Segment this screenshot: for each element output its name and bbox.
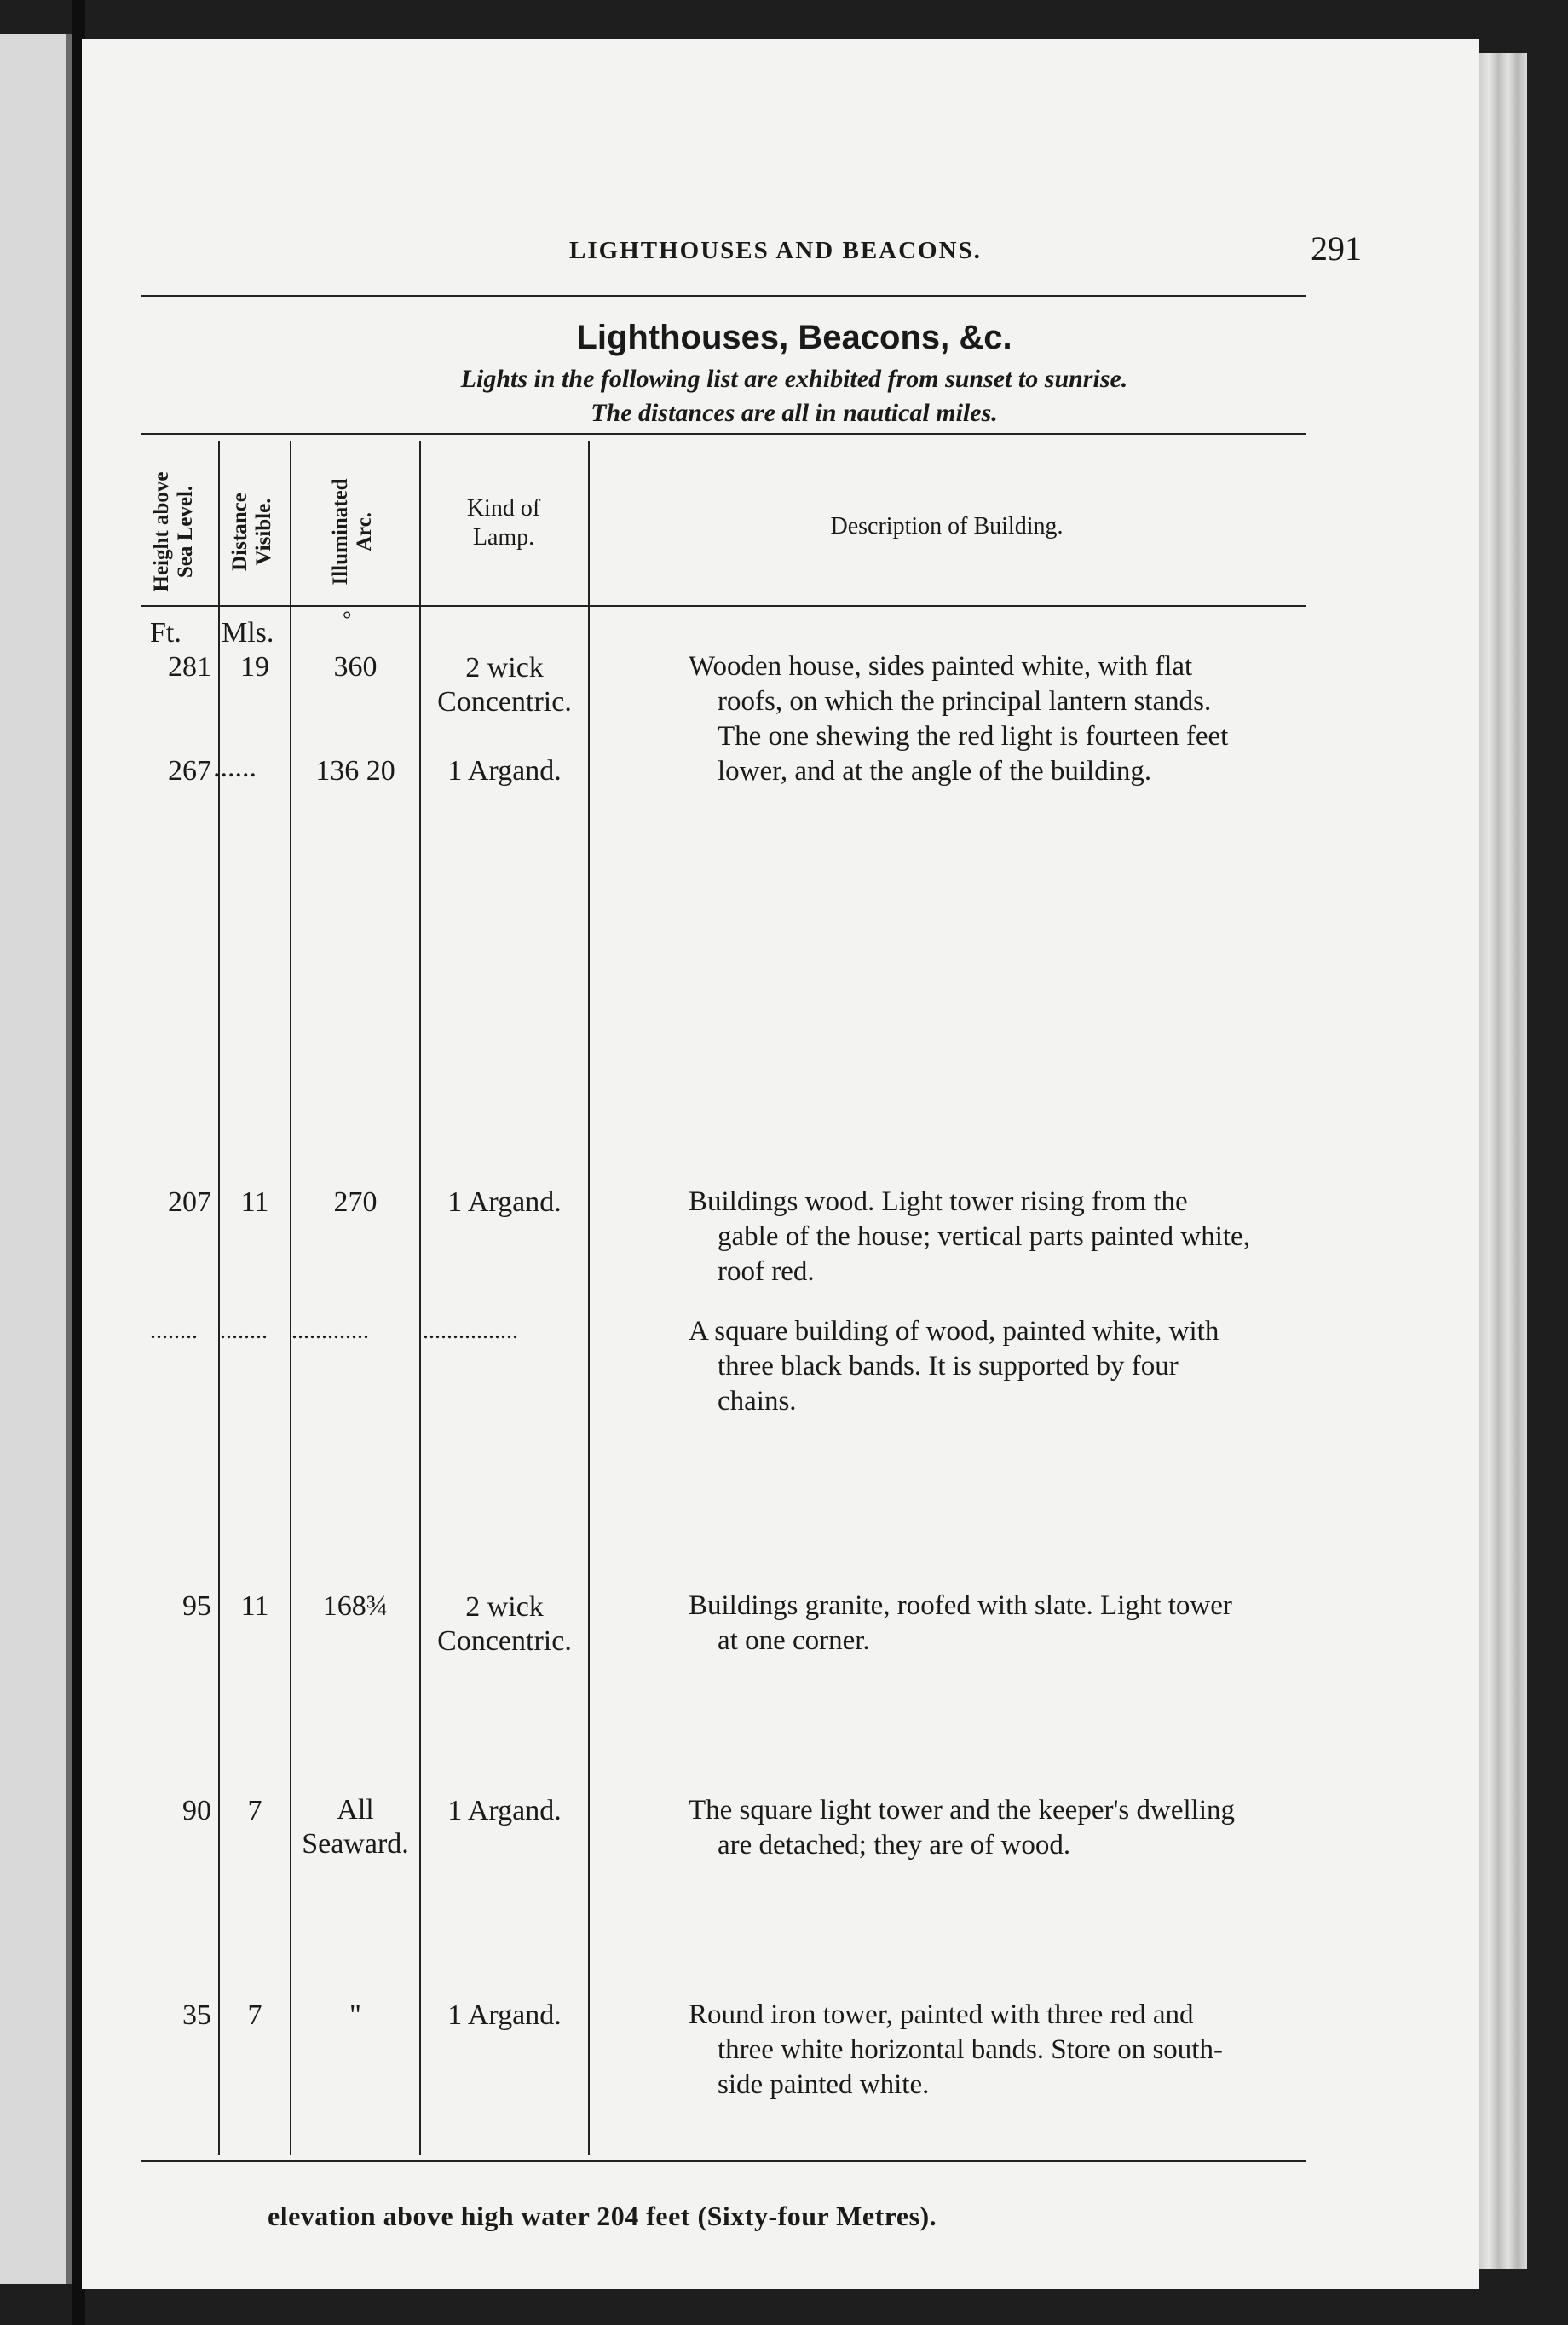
column-head-arc: Illuminated Arc. bbox=[329, 478, 376, 586]
table-top-rule bbox=[141, 433, 1306, 435]
row-6-height: 90 bbox=[182, 1795, 211, 1826]
row-1-description: Wooden house, sides painted white, with flat roofs, on which the principal lantern stands. The one shewing the red light is fourteen feet lower, and at the angle of the building. bbox=[689, 651, 1229, 787]
page-title: Lighthouses, Beacons, &c. bbox=[576, 319, 1012, 356]
column-rule-4 bbox=[588, 441, 590, 2155]
book-page bbox=[82, 39, 1479, 2289]
row-3-arc: 270 bbox=[333, 1186, 378, 1218]
column-head-distance: Distance Visible. bbox=[228, 493, 275, 571]
row-5-lamp: 2 wick Concentric. bbox=[437, 1591, 572, 1657]
row-2-height: 267 bbox=[168, 755, 211, 787]
row-7-arc: " bbox=[349, 1999, 361, 2031]
facing-page-edge bbox=[0, 34, 72, 2284]
row-3-description: Buildings wood. Light tower rising from the gable of the house; vertical parts painted white, roof red. bbox=[689, 1186, 1250, 1287]
row-4-arc: ............. bbox=[291, 1318, 369, 1344]
row-6-lamp: 1 Argand. bbox=[447, 1795, 562, 1826]
row-4-distance: ........ bbox=[220, 1318, 268, 1344]
header-bottom-rule bbox=[141, 605, 1306, 607]
row-7-description: Round iron tower, painted with three red and three white horizontal bands. Store on south- side painted white. bbox=[689, 1999, 1223, 2100]
column-rule-2 bbox=[290, 441, 291, 2155]
row-4-description: A square building of wood, painted white, with three black bands. It is supported by four chains. bbox=[689, 1316, 1219, 1416]
row-5-description: Buildings granite, roofed with slate. Light tower at one corner. bbox=[689, 1590, 1232, 1656]
row-4-lamp: ................ bbox=[423, 1318, 518, 1344]
row-2-lamp: 1 Argand. bbox=[447, 755, 562, 787]
page-stack-edge bbox=[1479, 53, 1527, 2269]
table-bottom-rule bbox=[141, 2160, 1306, 2162]
row-6-distance: 7 bbox=[247, 1795, 262, 1826]
column-head-description: Description of Building. bbox=[830, 513, 1064, 539]
column-head-height: Height above Sea Level. bbox=[150, 471, 197, 592]
unit-height: Ft. bbox=[150, 617, 182, 649]
row-1-lamp: 2 wick Concentric. bbox=[437, 652, 572, 718]
row-5-height: 95 bbox=[182, 1590, 211, 1622]
column-head-lamp: Kind of Lamp. bbox=[466, 495, 541, 551]
row-1-distance: 19 bbox=[240, 651, 269, 683]
row-7-height: 35 bbox=[182, 1999, 211, 2031]
row-3-lamp: 1 Argand. bbox=[447, 1186, 562, 1218]
row-5-arc: 168¾ bbox=[322, 1590, 389, 1622]
row-5-distance: 11 bbox=[240, 1590, 269, 1622]
row-4-height: ........ bbox=[150, 1318, 198, 1344]
row-1-arc: 360 bbox=[333, 651, 378, 683]
row-3-distance: 11 bbox=[240, 1186, 269, 1218]
page-number: 291 bbox=[1311, 229, 1362, 268]
row-6-description: The square light tower and the keeper's dwelling are detached; they are of wood. bbox=[689, 1795, 1235, 1861]
row-6-arc: All Seaward. bbox=[302, 1794, 409, 1860]
row-2-distance: ...... bbox=[213, 752, 257, 783]
row-7-lamp: 1 Argand. bbox=[447, 1999, 562, 2031]
unit-arc: ° bbox=[343, 607, 352, 632]
running-head: LIGHTHOUSES AND BEACONS. bbox=[569, 237, 982, 264]
column-rule-1 bbox=[218, 441, 220, 2155]
unit-distance: Mls. bbox=[222, 617, 274, 649]
row-1-height: 281 bbox=[168, 651, 211, 683]
subtitle-line-1: Lights in the following list are exhibited from sunset to sunrise. bbox=[460, 365, 1128, 393]
header-rule bbox=[141, 295, 1306, 297]
row-2-arc: 136 20 bbox=[315, 755, 395, 787]
footer-note: elevation above high water 204 feet (Sixty-four Metres). bbox=[268, 2201, 937, 2231]
subtitle-line-2: The distances are all in nautical miles. bbox=[591, 399, 998, 427]
row-7-distance: 7 bbox=[247, 1999, 262, 2031]
row-3-height: 207 bbox=[168, 1186, 211, 1218]
